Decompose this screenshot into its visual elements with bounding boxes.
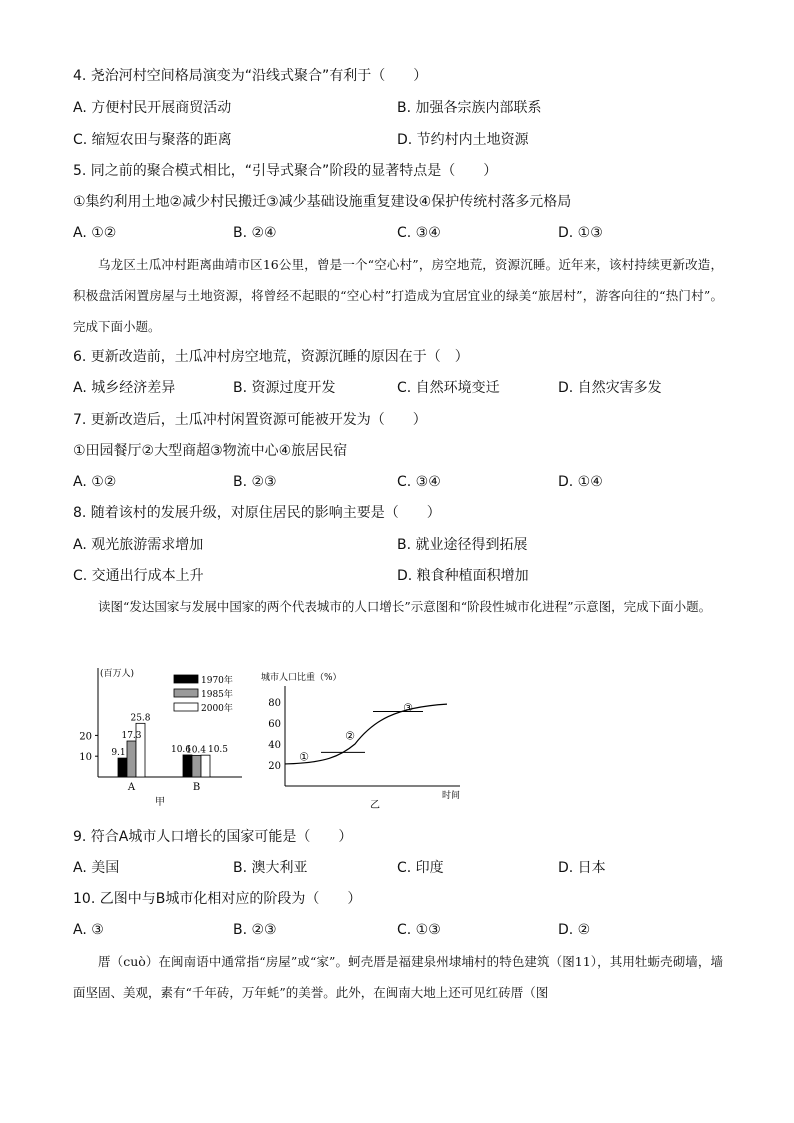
figure-yi-line-chart (255, 668, 470, 813)
category-label: A (127, 782, 136, 793)
category-label: B (192, 782, 201, 793)
stage-label: ① (299, 750, 309, 764)
q8-option-b: B. 就业途径得到拓展 (397, 537, 528, 553)
y-tick-label: 20 (268, 761, 281, 772)
legend-swatch (174, 675, 198, 683)
q6-option-a: A. 城乡经济差异 (73, 380, 176, 396)
data-label: 25.8 (130, 713, 151, 724)
q4-option-d: D. 节约村内土地资源 (397, 132, 529, 148)
data-label: 10.5 (207, 745, 229, 756)
q7-option-a: A. ①② (73, 474, 117, 490)
y-tick-label: 10 (79, 752, 92, 764)
stage-label: ② (345, 729, 355, 743)
q7-option-c: C. ③④ (397, 474, 441, 490)
legend-label: 1985年 (201, 690, 233, 700)
y-tick-label: 80 (268, 698, 281, 709)
figure-jia-bar-chart (70, 660, 250, 810)
q10-option-d: D. ② (558, 922, 591, 938)
q6-option-d: D. 自然灾害多发 (558, 380, 662, 396)
q4-option-c: C. 缩短农田与聚落的距离 (73, 132, 232, 148)
q9-stem: 9. 符合A城市人口增长的国家可能是（ ） (73, 829, 353, 845)
q10-option-a: A. ③ (73, 922, 104, 938)
stage-label: ③ (403, 701, 413, 715)
legend-swatch (174, 689, 198, 697)
urbanization-curve (285, 704, 447, 764)
chart-title: 乙 (370, 800, 380, 811)
data-label: 10.6 (170, 744, 192, 755)
y-tick-label: 40 (268, 740, 281, 751)
x-axis-label: 时间 (441, 791, 461, 801)
q4-option-a: A. 方便村民开展商贸活动 (73, 100, 232, 116)
legend-label: 2000年 (201, 704, 233, 714)
y-axis-label: 城市人口比重（%） (261, 673, 342, 683)
q5-option-c: C. ③④ (397, 225, 441, 241)
q10-option-c: C. ①③ (397, 922, 441, 938)
data-label: 10.4 (185, 745, 207, 756)
q7-option-b: B. ②③ (233, 474, 277, 490)
q6-option-c: C. 自然环境变迁 (397, 380, 500, 396)
q6-option-b: B. 资源过度开发 (233, 380, 336, 396)
q6-stem: 6. 更新改造前，土瓜冲村房空地荒，资源沉睡的原因在于（ ） (73, 349, 469, 365)
q5-option-b: B. ②④ (233, 225, 277, 241)
bar (118, 758, 127, 777)
q9-option-d: D. 日本 (558, 860, 606, 876)
bar (127, 741, 136, 777)
data-label: 17.3 (121, 731, 142, 742)
y-tick-label: 60 (268, 719, 281, 730)
legend-swatch (174, 703, 198, 711)
q7-option-d: D. ①④ (558, 474, 603, 490)
q5-stem: 5. 同之前的聚合模式相比，“引导式聚合”阶段的显著特点是（ ） (73, 163, 498, 179)
q10-option-b: B. ②③ (233, 922, 277, 938)
bar (201, 755, 210, 777)
q8-option-d: D. 粮食种植面积增加 (397, 568, 529, 584)
bar (183, 755, 192, 777)
q9-option-a: A. 美国 (73, 860, 120, 876)
passage-figure-intro: 读图“发达国家与发展中国家的两个代表城市的人口增长”示意图和“阶段性城市化进程”示意图，完成下面小题。 (98, 599, 712, 614)
q5-items: ①集约利用土地②减少村民搬迁③减少基础设施重复建设④保护传统村落多元格局 (73, 194, 572, 210)
q7-stem: 7. 更新改造后，土瓜冲村闲置资源可能被开发为（ ） (73, 412, 427, 428)
legend-label: 1970年 (201, 676, 233, 686)
q10-stem: 10. 乙图中与B城市化相对应的阶段为（ ） (73, 891, 362, 907)
data-label: 9.1 (111, 748, 126, 759)
q5-option-d: D. ①③ (558, 225, 603, 241)
q7-items: ①田园餐厅②大型商超③物流中心④旅居民宿 (73, 443, 348, 459)
q9-option-b: B. 澳大利亚 (233, 860, 308, 876)
bar (192, 755, 201, 777)
y-axis-label: (百万人) (100, 669, 135, 679)
q4-option-b: B. 加强各宗族内部联系 (397, 100, 542, 116)
y-tick-label: 20 (79, 731, 92, 743)
passage-tuguachong: 乌龙区土瓜冲村距离曲靖市区16公里，曾是一个“空心村”，房空地荒，资源沉睡。近年来，该村持续更新改造，积极盘活闲置房屋与土地资源，将曾经不起眼的“空心村”打造成为宜居宜业的绿美“旅居村”，游客向往的“热门村”。完成下面小题。 (73, 257, 723, 334)
chart-title: 甲 (155, 797, 165, 808)
q4-stem: 4. 尧治河村空间格局演变为“沿线式聚合”有利于（ ） (73, 68, 428, 84)
passage-cuo-architecture: 厝（cuò）在闽南语中通常指“房屋”或“家”。蚵壳厝是福建泉州埭埔村的特色建筑（图11），其用牡蛎壳砌墙，墙面坚固、美观，素有“千年砖，万年蚝”的美誉。此外，在闽南大地上还可见红砖厝（图 (73, 954, 723, 1000)
q9-option-c: C. 印度 (397, 860, 444, 876)
q5-option-a: A. ①② (73, 225, 117, 241)
q8-stem: 8. 随着该村的发展升级，对原住居民的影响主要是（ ） (73, 505, 441, 521)
q8-option-a: A. 观光旅游需求增加 (73, 537, 204, 553)
q8-option-c: C. 交通出行成本上升 (73, 568, 204, 584)
